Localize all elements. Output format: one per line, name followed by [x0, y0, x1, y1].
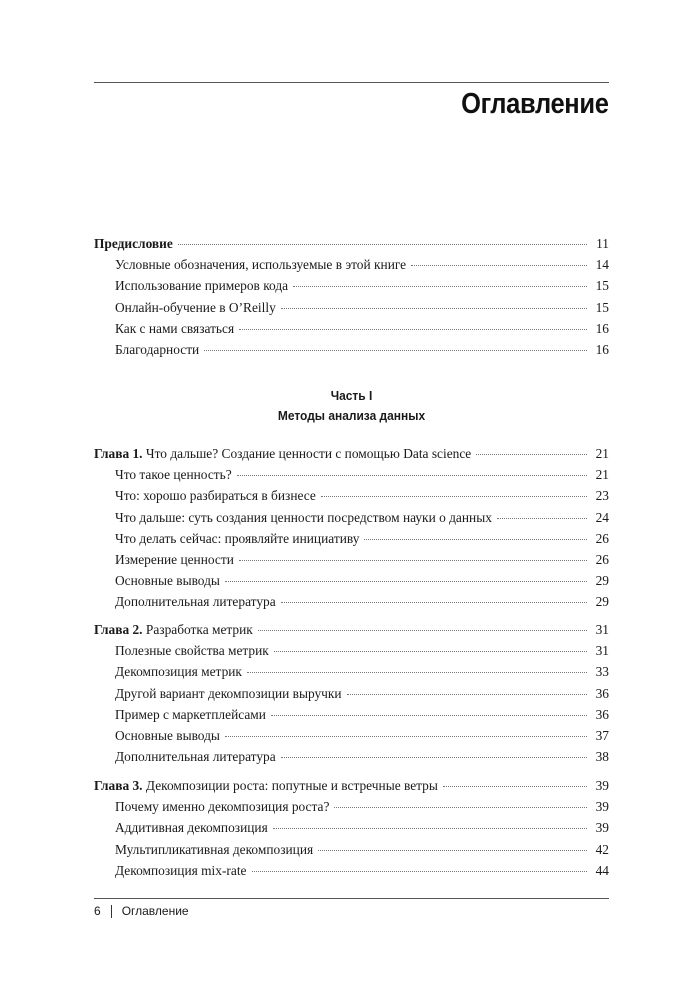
toc-entry-label: Декомпозиция метрик [115, 664, 242, 680]
top-rule [94, 82, 609, 83]
toc-entry-label: Декомпозиция mix-rate [115, 862, 247, 878]
toc-page-number: 15 [595, 299, 609, 315]
toc-entry-label: Дополнительная литература [115, 749, 276, 765]
toc-page-number: 31 [595, 643, 609, 659]
toc-entry-label: Онлайн-обучение в O’Reilly [115, 299, 276, 315]
footer-separator [111, 905, 112, 918]
toc-page-number: 36 [595, 685, 609, 701]
toc-entry-label: Что такое ценность? [115, 467, 232, 483]
toc-entry-chapter-2[interactable] [94, 622, 609, 643]
toc-entry-label: Что: хорошо разбираться в бизнесе [115, 488, 316, 504]
toc-entry-chapter-1[interactable] [94, 446, 609, 467]
chapter-3-block [94, 778, 609, 884]
dot-leader [281, 602, 587, 603]
dot-leader [497, 518, 587, 519]
toc-page-number: 39 [595, 820, 609, 836]
part-number: Часть I [330, 388, 373, 403]
toc-page-number: 24 [595, 509, 609, 525]
chapter-1-block [94, 446, 609, 616]
toc-subentry[interactable] [94, 728, 609, 749]
toc-page-number: 26 [595, 530, 609, 546]
toc-page-number: 16 [595, 320, 609, 336]
toc-page-number: 39 [595, 799, 609, 815]
toc-subentry[interactable] [94, 863, 609, 884]
toc-subentry[interactable] [94, 573, 609, 594]
dot-leader [334, 807, 587, 808]
toc-page-number: 15 [595, 278, 609, 294]
toc-subentry[interactable] [94, 278, 609, 299]
toc-subentry[interactable] [94, 488, 609, 509]
toc-entry-label: Измерение ценности [115, 551, 234, 567]
toc-page-number: 36 [595, 706, 609, 722]
chapter-prefix: Глава 2. [94, 622, 143, 637]
toc-page-number: 38 [595, 749, 609, 765]
bottom-rule [94, 898, 609, 899]
toc-entry-label: Пример с маркетплейсами [115, 706, 266, 722]
dot-leader [274, 651, 587, 652]
toc-page-number: 23 [595, 488, 609, 504]
chapter-2-block [94, 622, 609, 770]
dot-leader [281, 757, 587, 758]
toc-subentry[interactable] [94, 300, 609, 321]
dot-leader [364, 539, 587, 540]
toc-entry-label: Почему именно декомпозиция роста? [115, 799, 330, 815]
toc-page-number: 29 [595, 573, 609, 589]
toc-page-number: 33 [595, 664, 609, 680]
dot-leader [178, 244, 587, 245]
page-title: Оглавление [461, 88, 609, 120]
dot-leader [239, 560, 587, 561]
toc-entry-label: Декомпозиции роста: попутные и встречные ветры [145, 778, 438, 793]
toc-entry-label: Другой вариант декомпозиции выручки [115, 685, 342, 701]
toc-page-number: 42 [595, 841, 609, 857]
toc-subentry[interactable] [94, 707, 609, 728]
toc-subentry[interactable] [94, 799, 609, 820]
dot-leader [411, 265, 587, 266]
chapter-prefix: Глава 3. [94, 778, 143, 793]
toc-entry-chapter-3[interactable] [94, 778, 609, 799]
toc-page-number: 39 [595, 778, 609, 793]
part-title: Методы анализа данных [277, 408, 426, 423]
toc-subentry[interactable] [94, 257, 609, 278]
toc-subentry[interactable] [94, 643, 609, 664]
preface-block [94, 236, 609, 363]
dot-leader [271, 715, 587, 716]
toc-subentry[interactable] [94, 467, 609, 488]
toc-entry-label: Благодарности [115, 341, 200, 357]
toc-subentry[interactable] [94, 749, 609, 770]
toc-subentry[interactable] [94, 510, 609, 531]
dot-leader [204, 350, 587, 351]
toc-page-number: 14 [595, 257, 609, 273]
dot-leader [239, 329, 587, 330]
toc-subentry[interactable] [94, 820, 609, 841]
toc-entry-preface[interactable] [94, 236, 609, 257]
dot-leader [281, 308, 587, 309]
toc-page-number: 11 [596, 236, 609, 251]
toc-subentry[interactable] [94, 342, 609, 363]
toc-entry-label: Что дальше? Создание ценности с помощью Data science [145, 446, 472, 461]
dot-leader [347, 694, 587, 695]
dot-leader [225, 736, 587, 737]
dot-leader [318, 850, 587, 851]
toc-entry-label: Разработка метрик [145, 622, 253, 637]
toc-page-number: 21 [595, 467, 609, 483]
toc-page-number: 21 [595, 446, 609, 461]
toc-entry-label: Аддитивная декомпозиция [115, 820, 268, 836]
toc-entry-label: Дополнительная литература [115, 594, 276, 610]
toc-subentry[interactable] [94, 842, 609, 863]
toc-entry-label: Мультипликативная декомпозиция [115, 841, 314, 857]
dot-leader [443, 786, 587, 787]
dot-leader [273, 828, 587, 829]
footer-section-title: Оглавление [121, 904, 189, 918]
toc-subentry[interactable] [94, 594, 609, 615]
toc-entry-label: Как с нами связаться [115, 320, 235, 336]
toc-entry-label: Предисловие [94, 236, 173, 251]
footer-page-number: 6 [94, 904, 101, 918]
dot-leader [321, 496, 587, 497]
toc-subentry[interactable] [94, 531, 609, 552]
toc-entry-label: Основные выводы [115, 573, 220, 589]
toc-entry-label: Что дальше: суть создания ценности посредством науки о данных [115, 509, 492, 525]
toc-subentry[interactable] [94, 686, 609, 707]
toc-entry-label: Что делать сейчас: проявляйте инициативу [115, 530, 360, 546]
dot-leader [476, 454, 587, 455]
toc-entry-label: Использование примеров кода [115, 278, 289, 294]
toc-subentry[interactable] [94, 552, 609, 573]
toc-entry-label: Полезные свойства метрик [115, 643, 269, 659]
toc-page-number: 31 [595, 622, 609, 637]
toc-subentry[interactable] [94, 321, 609, 342]
toc-subentry[interactable] [94, 664, 609, 685]
dot-leader [225, 581, 587, 582]
dot-leader [237, 475, 587, 476]
dot-leader [252, 871, 588, 872]
toc-entry-label: Условные обозначения, используемые в этой книге [115, 257, 407, 273]
dot-leader [293, 286, 587, 287]
toc-page-number: 26 [595, 551, 609, 567]
toc-page-number: 29 [595, 594, 609, 610]
chapter-prefix: Глава 1. [94, 446, 143, 461]
toc-entry-label: Основные выводы [115, 727, 220, 743]
toc-page-number: 16 [595, 341, 609, 357]
page-footer [94, 904, 189, 918]
dot-leader [258, 630, 587, 631]
toc-page-number: 44 [595, 862, 609, 878]
toc-page-number: 37 [595, 727, 609, 743]
dot-leader [247, 672, 587, 673]
